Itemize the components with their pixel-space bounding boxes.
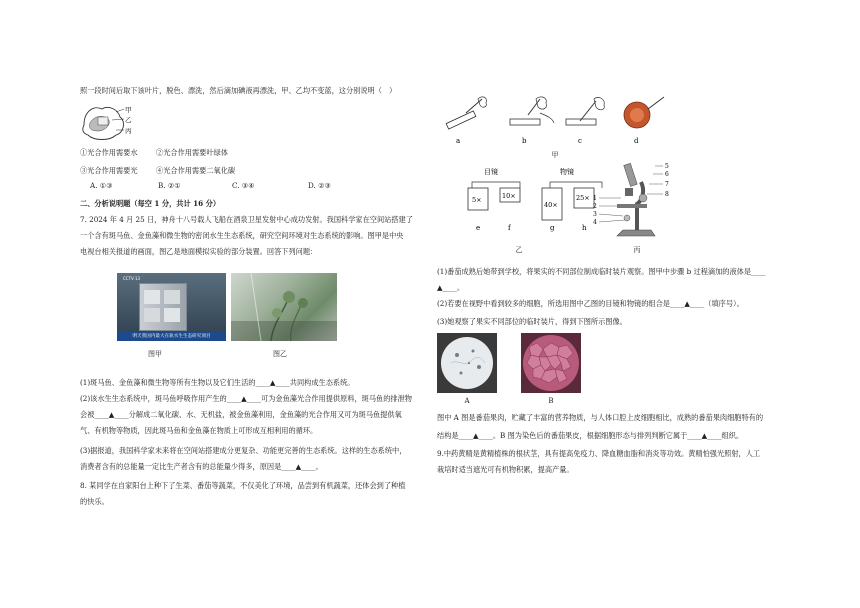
step-label-a: a xyxy=(456,137,461,145)
step-b-icon xyxy=(510,97,554,125)
objective-title: 物镜 xyxy=(560,168,574,176)
module-box-icon xyxy=(139,283,187,331)
statement-3: ③光合作用需要光 xyxy=(80,166,138,175)
q7-intro-2: 一个含有斑马鱼、金鱼藻和微生物的密闭水生生态系统，研究空间环境对生态系统的影响。图甲是中央 xyxy=(80,231,404,240)
option-a: A. ①③ xyxy=(90,181,113,190)
section-heading: 二、分析说明题（每空 1 分，共计 16 分） xyxy=(80,199,221,208)
lens-letter-f: f xyxy=(508,224,511,232)
lens-f-mag: 10× xyxy=(502,192,516,200)
leaf-label-jia: 甲 xyxy=(125,106,132,114)
option-c: C. ③④ xyxy=(232,181,255,190)
news-photo xyxy=(117,273,226,341)
leaf-label-yi: 乙 xyxy=(125,116,132,124)
fig-bing-label: 丙 xyxy=(633,246,641,254)
lens-letter-h: h xyxy=(582,224,587,232)
leaf-label-bing: 丙 xyxy=(125,127,132,135)
lens-g-mag: 40× xyxy=(544,201,558,209)
q9-line-1: 9.中药黄精是黄精植株的根状茎，具有提高免疫力、降血糖血脂和消炎等功效。黄精怕强光照射，人工 xyxy=(437,449,761,458)
cctv-logo: CCTV-13 xyxy=(123,276,141,281)
img-label-a: A xyxy=(464,397,470,405)
micro-num-7: 7 xyxy=(665,181,669,188)
lens-e-mag: 5× xyxy=(472,196,482,204)
step-d-icon xyxy=(624,97,664,128)
fig-label-jia: 图甲 xyxy=(148,350,162,358)
q9-line-2: 栽培时适当遮光可有机物积累，提高产量。 xyxy=(437,465,574,474)
micro-num-5: 5 xyxy=(665,163,669,170)
q8-intro-2: 的快乐。 xyxy=(80,497,109,506)
step-label-b: b xyxy=(522,137,527,145)
q7-sub3-2: 消费者含有的总能量一定比生产者含有的总能量少得多，原因是____▲____。 xyxy=(80,462,323,471)
statement-1: ①光合作用需要水 xyxy=(80,148,138,157)
q8-sub2: (2)若要在视野中看到较多的细胞，所选用图中乙图的目镜和物镜的组合是____▲____（填序号）。 xyxy=(437,299,744,308)
q7-sub2-2: 会被____▲____分解成二氧化碳、水、无机盐，被金鱼藻利用，金鱼藻的光合作用又可为斑马鱼提供氧 xyxy=(80,410,402,419)
q7-sub3-1: (3)据报道，我国科学家未来将在空间站搭建成分更复杂、功能更完善的生态系统。这样的生态系统中， xyxy=(80,446,407,455)
step-a-icon xyxy=(446,97,486,129)
leaf-diagram xyxy=(80,103,140,143)
statement-2: ②光合作用需要叶绿体 xyxy=(156,148,228,157)
statement-4: ④光合作用需要二氧化碳 xyxy=(156,166,236,175)
q8-sub1-1: (1)番茄成熟后她带到学校，将果实的不同部位制成临时装片观察。图甲中步骤 b 过程滴加的液体是____ xyxy=(437,267,766,276)
option-b: B. ②① xyxy=(158,181,181,190)
tomato-pulp-cells-icon xyxy=(437,333,497,393)
lens-h-mag: 25× xyxy=(576,194,590,202)
img-label-b: B xyxy=(548,397,554,405)
fig-yi-label: 乙 xyxy=(515,246,523,254)
fig-jia-label: 甲 xyxy=(551,151,559,159)
q8-sub3: (3)她观察了果实不同部位的临时装片，得到下图所示图像。 xyxy=(437,317,627,326)
micrograph-a xyxy=(437,333,497,393)
slide-steps-figure xyxy=(442,95,672,155)
step-label-c: c xyxy=(578,137,582,145)
step-label-d: d xyxy=(634,137,639,145)
news-caption-bar: 明天我国内最大在轨水生生态研究项目 xyxy=(117,332,226,341)
tomato-peel-cells-icon xyxy=(521,333,581,393)
q8-intro-1: 8. 某同学在自家阳台上种下了生菜、番茄等蔬菜，不仅美化了环境，品尝到有机蔬菜，还体会到了种植 xyxy=(80,481,406,490)
q8-sub3b-2: 结构是____▲____。B 图为染色后的番茄果皮，根据细胞形态与排列判断它属于____▲____组织。 xyxy=(437,431,744,440)
micro-num-2: 2 xyxy=(593,203,597,210)
micro-num-6: 6 xyxy=(665,171,669,178)
microscope-icon xyxy=(593,160,677,242)
apparatus-photo xyxy=(231,273,337,341)
q6-stem: 照一段时间后取下该叶片，脱色、漂洗，然后滴加碘液再漂洗，甲、乙均不变蓝，这分别说明（ ） xyxy=(80,86,397,95)
lens-letter-g: g xyxy=(550,224,555,232)
q8-sub1-2: ▲____。 xyxy=(437,283,465,292)
q7-sub1: (1)斑马鱼、金鱼藻和微生物等所有生物以及它们生活的____▲____共同构成生态系统。 xyxy=(80,378,355,387)
micro-num-4: 4 xyxy=(593,219,597,226)
q7-sub2-1: (2)该水生生态系统中，斑马鱼呼吸作用产生的____▲____可为金鱼藻光合作用提供原料，斑马鱼的排泄物 xyxy=(80,394,412,403)
q7-sub2-3: 气、有机物等物质，因此斑马鱼和金鱼藻在物质上可形成互相利用的循环。 xyxy=(80,426,318,435)
q8-sub3b-1: 图中 A 图是番茄果肉，贮藏了丰富的营养物质，与人体口腔上皮细胞相比，成熟的番茄果肉细胞特有的 xyxy=(437,413,764,422)
step-c-icon xyxy=(566,97,604,125)
q7-intro-3: 电视台相关报道的画面，图乙是地面模拟实验的部分装置。回答下列问题： xyxy=(80,247,318,256)
micro-num-1: 1 xyxy=(593,195,597,202)
eyepiece-title: 目镜 xyxy=(484,168,498,176)
q7-intro-1: 7. 2024 年 4 月 25 日，神舟十八号载人飞船在酒泉卫星发射中心成功发射。我国科学家在空间站搭建了 xyxy=(80,215,413,224)
lens-letter-e: e xyxy=(476,224,481,232)
option-d: D. ②③ xyxy=(308,181,331,190)
micro-num-3: 3 xyxy=(593,211,597,218)
fig-label-yi: 图乙 xyxy=(273,350,287,358)
micro-num-8: 8 xyxy=(665,191,669,198)
micrograph-b xyxy=(521,333,581,393)
plant-tank-icon xyxy=(231,273,337,341)
